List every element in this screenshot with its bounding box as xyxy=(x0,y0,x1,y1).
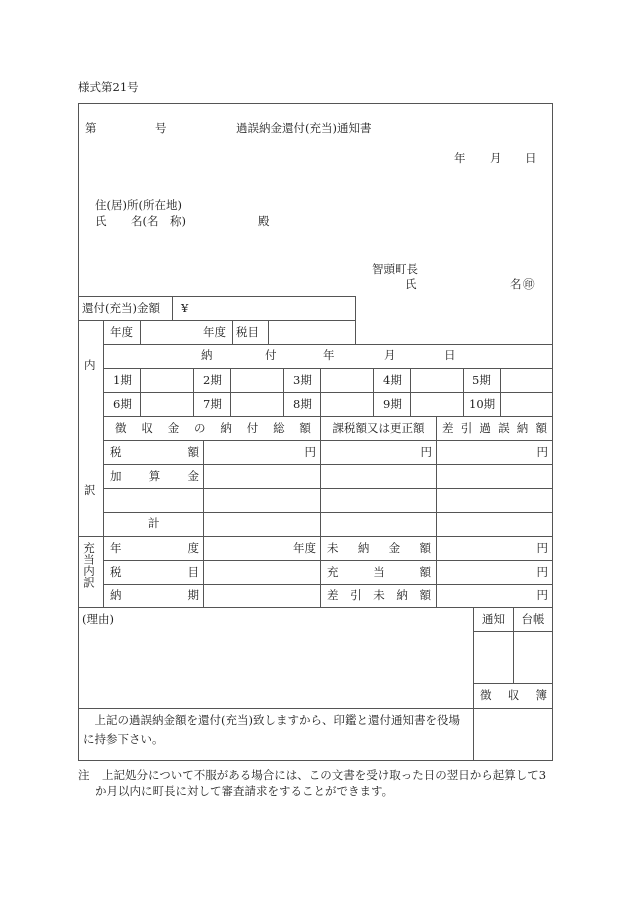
header-char: 納 xyxy=(516,420,529,435)
period-label: 3期 xyxy=(293,372,312,387)
ledger-label: 台帳 xyxy=(521,611,545,626)
label-char: 未 xyxy=(327,540,339,555)
label-char: 金 xyxy=(388,540,401,555)
header-char: 引 xyxy=(460,420,473,435)
yen-unit: 円 xyxy=(536,540,548,555)
tax-amount-total-field[interactable] xyxy=(204,441,316,464)
unpaid-amount-field[interactable] xyxy=(437,537,548,560)
period-label: 10期 xyxy=(469,396,496,411)
label-char: 徴 xyxy=(480,688,492,703)
label-char: 額 xyxy=(419,540,431,555)
header-char: 総 xyxy=(273,420,285,435)
payment-date-char: 付 xyxy=(265,348,277,362)
collection-book-stamp-field[interactable] xyxy=(474,709,552,760)
name-label-1: 氏 xyxy=(95,214,107,228)
surcharge-total-field[interactable] xyxy=(204,465,320,488)
overpayment-header xyxy=(442,417,547,440)
header-char: 過 xyxy=(479,420,491,435)
remaining-unpaid-field[interactable] xyxy=(437,585,548,607)
header-char: 付 xyxy=(246,420,259,435)
sum-total-field[interactable] xyxy=(204,513,320,536)
unpaid-amount-label xyxy=(327,537,431,560)
divider xyxy=(373,368,374,416)
tax-amount-label xyxy=(110,441,199,464)
outer-border-top xyxy=(78,103,553,104)
header-char: 金 xyxy=(167,420,180,435)
refund-amount-label: 還付(充当)金額 xyxy=(82,300,160,315)
blank-total-field[interactable] xyxy=(204,489,320,512)
period-field[interactable] xyxy=(141,369,193,392)
header-char: 額 xyxy=(299,420,311,435)
total-payment-header xyxy=(115,417,311,440)
reason-label: (理由) xyxy=(82,612,114,626)
divider xyxy=(193,368,194,416)
yen-unit: 円 xyxy=(536,588,548,603)
assessed-amount-header: 課税額又は更正額 xyxy=(332,420,425,435)
period-label: 5期 xyxy=(472,372,491,387)
currency-symbol: ¥ xyxy=(181,300,189,315)
notice-label: 通知 xyxy=(482,611,505,626)
header-char: 誤 xyxy=(498,420,510,435)
period-label: 7期 xyxy=(203,396,222,411)
label-char: 充 xyxy=(327,564,339,579)
yen-unit: 円 xyxy=(536,564,548,579)
breakdown-side-label-top: 内 xyxy=(84,358,96,372)
surcharge-label xyxy=(110,465,199,488)
ledger-stamp-field[interactable] xyxy=(514,632,552,683)
divider xyxy=(103,344,553,345)
reason-field[interactable] xyxy=(80,630,472,707)
period-field[interactable] xyxy=(321,369,373,392)
tax-item-label: 税目 xyxy=(236,324,259,339)
outer-border-left xyxy=(78,103,79,761)
date-day-label: 日 xyxy=(525,151,537,165)
number-suffix: 号 xyxy=(155,121,167,135)
divider xyxy=(103,320,104,608)
label-char: 額 xyxy=(187,444,199,459)
label-char: 納 xyxy=(110,588,122,603)
label-char: 年 xyxy=(110,540,122,555)
appr-fiscal-year-field[interactable] xyxy=(204,537,316,560)
remaining-unpaid-label xyxy=(327,585,431,607)
header-char: 額 xyxy=(535,420,547,435)
note-line-2: か月以内に町長に対して審査請求をすることができます。 xyxy=(95,784,394,798)
appropriated-amount-field[interactable] xyxy=(437,561,548,584)
seal-mark: ㊞ xyxy=(523,277,535,291)
header-char: 差 xyxy=(442,420,454,435)
period-field[interactable] xyxy=(231,369,283,392)
note-line-1: 上記処分について不服がある場合には、この文書を受け取った日の翌日から起算して3 xyxy=(102,768,547,782)
collection-book-label xyxy=(480,684,547,708)
header-char: 徴 xyxy=(115,420,127,435)
label-char: 引 xyxy=(350,588,362,603)
note-prefix: 注 xyxy=(78,768,90,782)
fiscal-year-suffix: 年度 xyxy=(293,540,316,555)
payment-date-char: 年 xyxy=(323,348,335,362)
period-label: 9期 xyxy=(383,396,402,411)
period-field[interactable] xyxy=(231,393,283,416)
label-char: 税 xyxy=(110,444,122,459)
blank-assessed-field[interactable] xyxy=(321,489,436,512)
date-month-label: 月 xyxy=(490,151,502,165)
name-label-2: 名(名 称) xyxy=(131,214,186,228)
label-char: 未 xyxy=(373,588,385,603)
surcharge-assessed-field[interactable] xyxy=(321,465,436,488)
appropriated-amount-label xyxy=(327,561,431,584)
tax-amount-assessed-field[interactable] xyxy=(321,441,432,464)
issuer-title: 智頭町長 xyxy=(372,262,418,276)
surcharge-overpaid-field[interactable] xyxy=(437,465,552,488)
outer-border-bottom xyxy=(78,760,553,761)
period-field[interactable] xyxy=(501,393,552,416)
period-label: 4期 xyxy=(383,372,402,387)
sum-label: 計 xyxy=(148,516,160,530)
period-field[interactable] xyxy=(411,393,463,416)
fiscal-year-label: 年度 xyxy=(110,324,133,339)
period-label: 2期 xyxy=(203,372,222,387)
appropriation-side-label: 充当内訳 xyxy=(82,542,96,588)
label-char: 加 xyxy=(110,468,122,483)
label-char: 税 xyxy=(110,564,122,579)
yen-unit: 円 xyxy=(536,444,548,459)
blank-overpaid-field[interactable] xyxy=(437,489,552,512)
period-label: 8期 xyxy=(293,396,312,411)
fiscal-year-field[interactable] xyxy=(141,321,203,344)
issuer-name-label-1: 氏 xyxy=(405,277,417,291)
issuer-name-label-2: 名 xyxy=(510,277,522,291)
label-char: 納 xyxy=(357,540,370,555)
tax-item-field[interactable] xyxy=(269,321,355,344)
label-char: 算 xyxy=(148,468,161,483)
appr-tax-item-label xyxy=(110,561,199,584)
yen-unit: 円 xyxy=(304,444,316,459)
label-char: 当 xyxy=(373,564,385,579)
address-label: 住(居)所(所在地) xyxy=(95,198,182,212)
sum-assessed-field[interactable] xyxy=(321,513,436,536)
sum-overpaid-field[interactable] xyxy=(437,513,552,536)
divider xyxy=(232,320,233,344)
payment-date-char: 月 xyxy=(384,348,396,362)
appr-due-date-label xyxy=(110,585,199,607)
header-char: の xyxy=(194,420,206,435)
appr-fiscal-year-label xyxy=(110,537,199,560)
label-char: 差 xyxy=(327,588,339,603)
date-year-label: 年 xyxy=(454,151,466,165)
appr-due-date-field[interactable] xyxy=(204,585,320,607)
number-prefix: 第 xyxy=(85,121,97,135)
divider xyxy=(172,296,173,320)
label-char: 期 xyxy=(187,588,199,603)
breakdown-side-label-bottom: 訳 xyxy=(84,483,96,497)
yen-unit: 円 xyxy=(420,444,432,459)
refund-amount-field[interactable] xyxy=(196,297,351,320)
header-char: 収 xyxy=(141,420,153,435)
blank-label-field[interactable] xyxy=(104,489,203,512)
appr-tax-item-field[interactable] xyxy=(204,561,320,584)
header-char: 納 xyxy=(220,420,232,435)
period-field[interactable] xyxy=(411,369,463,392)
divider xyxy=(463,368,464,416)
label-char: 目 xyxy=(187,564,199,579)
label-char: 金 xyxy=(187,468,199,483)
period-field[interactable] xyxy=(501,369,552,392)
instruction-text: 上記の過誤納金額を還付(充当)致しますから、印鑑と還付通知書を役場に持参下さい。 xyxy=(83,713,460,746)
divider xyxy=(283,368,284,416)
label-char: 簿 xyxy=(535,688,547,703)
period-field[interactable] xyxy=(321,393,373,416)
fiscal-year-suffix: 年度 xyxy=(203,324,226,339)
page-title: 過誤納金還付(充当)通知書 xyxy=(236,121,372,135)
label-char: 額 xyxy=(419,588,431,603)
label-char: 収 xyxy=(507,688,520,703)
label-char: 度 xyxy=(187,540,199,555)
label-char: 納 xyxy=(396,588,408,603)
label-char: 額 xyxy=(419,564,431,579)
period-label: 1期 xyxy=(113,372,132,387)
notice-stamp-field[interactable] xyxy=(474,632,513,683)
form-number-label: 様式第21号 xyxy=(78,80,139,94)
period-field[interactable] xyxy=(141,393,193,416)
payment-date-char: 納 xyxy=(201,348,213,362)
honorific: 殿 xyxy=(258,214,270,228)
outer-border-right xyxy=(552,103,553,761)
payment-date-char: 日 xyxy=(444,348,456,362)
tax-amount-overpaid-field[interactable] xyxy=(437,441,548,464)
period-label: 6期 xyxy=(113,396,132,411)
